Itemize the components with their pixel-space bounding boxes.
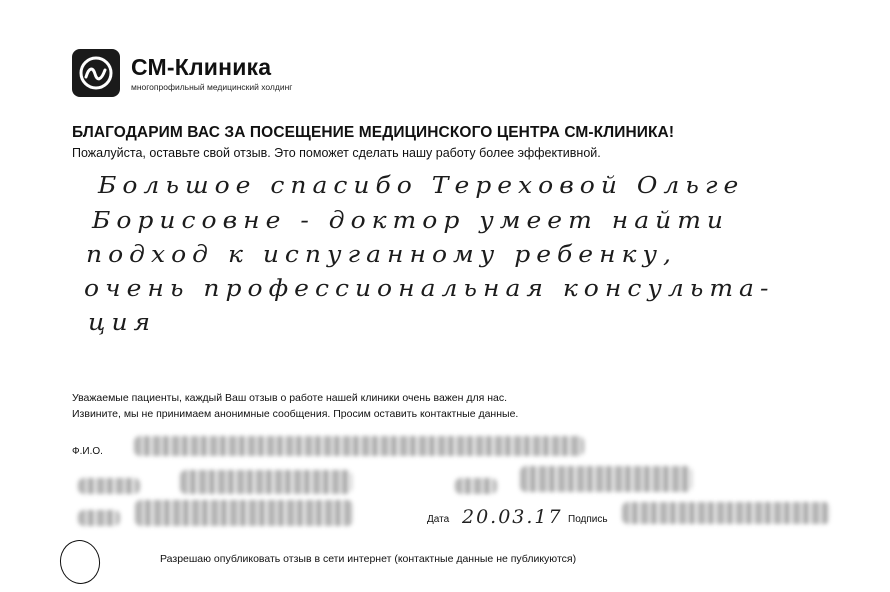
form-subheading: Пожалуйста, оставьте свой отзыв. Это поможет сделать нашу работу более эффективной. [72, 146, 601, 160]
clinic-logo [72, 49, 120, 97]
signature-label: Подпись [568, 514, 608, 525]
brand-name: СМ-Клиника [131, 54, 272, 80]
review-line: подход к испуганному ребенку, [86, 240, 677, 268]
redacted-field [180, 470, 352, 494]
redacted-field [135, 500, 353, 526]
review-line: ция [88, 308, 157, 336]
redacted-field [455, 478, 497, 494]
review-line: Борисовне - доктор умеет найти [92, 206, 730, 234]
review-line: Большое спасибо Тереховой Ольге [98, 171, 745, 199]
date-label: Дата [427, 514, 450, 525]
redacted-field [520, 466, 692, 492]
form-heading: БЛАГОДАРИМ ВАС ЗА ПОСЕЩЕНИЕ МЕДИЦИНСКОГО ЦЕНТРА СМ-КЛИНИКА! [72, 124, 675, 141]
date-value: 20.03.17 [462, 506, 563, 528]
redacted-name [134, 436, 584, 456]
sm-clinic-logo-icon [72, 49, 120, 97]
review-line: очень профессиональная консульта- [84, 274, 775, 302]
fio-label: Ф.И.О. [72, 446, 103, 457]
consent-checkbox[interactable] [56, 537, 103, 587]
redacted-signature [622, 502, 830, 524]
anonymous-note: Извините, мы не принимаем анонимные сообщения. Просим оставить контактные данные. [72, 408, 519, 420]
redacted-field [78, 510, 120, 526]
redacted-field [78, 478, 140, 494]
consent-text: Разрешаю опубликовать отзыв в сети интернет (контактные данные не публикуются) [160, 553, 577, 565]
brand-subtitle: многопрофильный медицинский холдинг [131, 82, 293, 92]
info-note: Уважаемые пациенты, каждый Ваш отзыв о работе нашей клиники очень важен для нас. [72, 392, 508, 404]
